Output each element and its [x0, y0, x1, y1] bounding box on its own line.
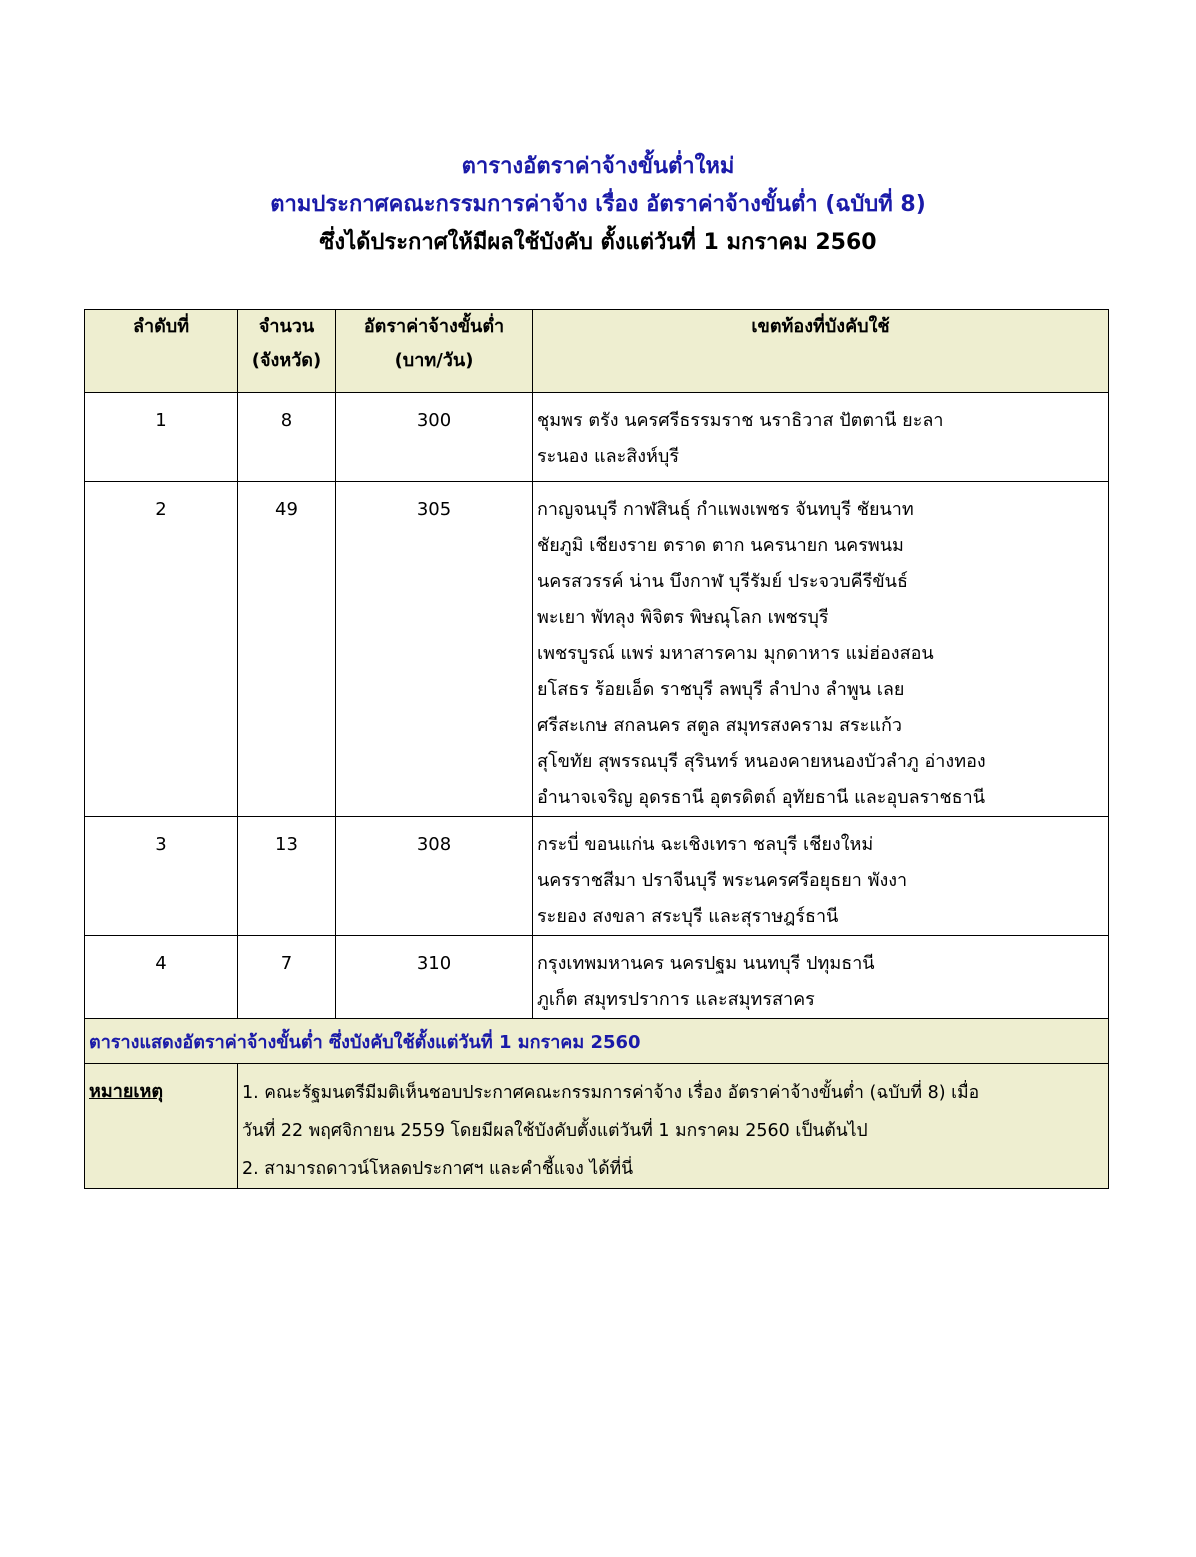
note-row	[85, 1064, 1109, 1189]
cell-area	[533, 393, 1109, 482]
header-area	[533, 310, 1109, 393]
header-seq	[85, 310, 238, 393]
table-header-row	[85, 310, 1109, 393]
title-line-2: ตามประกาศคณะกรรมการค่าจ้าง เรื่อง อัตราค่าจ้างขั้นต่ำ (ฉบับที่ 8)	[270, 192, 926, 217]
cell-rate: 305	[336, 482, 533, 817]
cell-rate: 308	[336, 817, 533, 936]
header-seq-label: ลำดับที่	[132, 316, 190, 337]
area-line: ชัยภูมิ เชียงราย ตราด ตาก นครนายก นครพนม	[537, 535, 904, 556]
table-row	[85, 393, 1109, 482]
note-body	[238, 1064, 1109, 1189]
note-line-3[interactable]: 2. สามารถดาวน์โหลดประกาศฯ และคำชี้แจง ได้ที่นี่	[242, 1159, 634, 1179]
header-rate-unit: (บาท/วัน)	[394, 350, 474, 371]
cell-rate: 310	[336, 936, 533, 1019]
document-title	[0, 148, 1196, 262]
area-line: นครราชสีมา ปราจีนบุรี พระนครศรีอยุธยา พังงา	[537, 870, 908, 891]
table-row	[85, 482, 1109, 817]
title-line-3: ซึ่งได้ประกาศให้มีผลใช้บังคับ ตั้งแต่วันที่ 1 มกราคม 2560	[319, 230, 877, 255]
cell-area	[533, 817, 1109, 936]
table-caption-row	[85, 1019, 1109, 1064]
area-line: กาญจนบุรี กาฬสินธุ์ กำแพงเพชร จันทบุรี ชัยนาท	[537, 499, 914, 520]
header-count	[238, 310, 336, 393]
cell-seq: 3	[85, 817, 238, 936]
area-line: ศรีสะเกษ สกลนคร สตูล สมุทรสงคราม สระแก้ว	[537, 715, 902, 736]
area-line: เพชรบูรณ์ แพร่ มหาสารคาม มุกดาหาร แม่ฮ่องสอน	[537, 643, 934, 664]
table-row	[85, 936, 1109, 1019]
note-line-1: 1. คณะรัฐมนตรีมีมติเห็นชอบประกาศคณะกรรมการค่าจ้าง เรื่อง อัตราค่าจ้างขั้นต่ำ (ฉบับที่ 8) เมื่อ	[242, 1083, 980, 1103]
area-line: สุโขทัย สุพรรณบุรี สุรินทร์ หนองคายหนองบัวลำภู อ่างทอง	[537, 751, 986, 772]
header-rate	[336, 310, 533, 393]
area-line: ชุมพร ตรัง นครศรีธรรมราช นราธิวาส ปัตตานี ยะลา	[537, 410, 944, 431]
area-line: นครสวรรค์ น่าน บึงกาฬ บุรีรัมย์ ประจวบคีรีขันธ์	[537, 571, 908, 592]
cell-area	[533, 936, 1109, 1019]
area-line: ยโสธร ร้อยเอ็ด ราชบุรี ลพบุรี ลำปาง ลำพูน เลย	[537, 679, 905, 700]
cell-area	[533, 482, 1109, 817]
note-label: หมายเหตุ	[85, 1064, 238, 1189]
area-line: อำนาจเจริญ อุดรธานี อุตรดิตถ์ อุทัยธานี และอุบลราชธานี	[537, 787, 986, 808]
area-line: กรุงเทพมหานคร นครปฐม นนทบุรี ปทุมธานี	[537, 953, 875, 974]
cell-rate: 300	[336, 393, 533, 482]
cell-seq: 4	[85, 936, 238, 1019]
area-line: กระบี่ ขอนแก่น ฉะเชิงเทรา ชลบุรี เชียงใหม่	[537, 834, 874, 855]
cell-count: 8	[238, 393, 336, 482]
table-row	[85, 817, 1109, 936]
cell-count: 13	[238, 817, 336, 936]
table-caption: ตารางแสดงอัตราค่าจ้างขั้นต่ำ ซึ่งบังคับใช้ตั้งแต่วันที่ 1 มกราคม 2560	[85, 1019, 1109, 1064]
header-area-label: เขตท้องที่บังคับใช้	[751, 316, 890, 337]
cell-seq: 2	[85, 482, 238, 817]
cell-count: 49	[238, 482, 336, 817]
header-count-unit: (จังหวัด)	[251, 350, 322, 371]
header-rate-label: อัตราค่าจ้างขั้นต่ำ	[363, 316, 505, 337]
header-count-label: จำนวน	[258, 316, 315, 337]
minimum-wage-table	[84, 309, 1109, 1189]
area-line: ภูเก็ต สมุทรปราการ และสมุทรสาคร	[537, 989, 815, 1010]
title-line-1: ตารางอัตราค่าจ้างขั้นต่ำใหม่	[461, 154, 735, 179]
area-line: ระนอง และสิงห์บุรี	[537, 446, 679, 467]
cell-seq: 1	[85, 393, 238, 482]
cell-count: 7	[238, 936, 336, 1019]
area-line: พะเยา พัทลุง พิจิตร พิษณุโลก เพชรบุรี	[537, 607, 829, 628]
note-line-2: วันที่ 22 พฤศจิกายน 2559 โดยมีผลใช้บังคับตั้งแต่วันที่ 1 มกราคม 2560 เป็นต้นไป	[242, 1121, 868, 1141]
area-line: ระยอง สงขลา สระบุรี และสุราษฎร์ธานี	[537, 906, 839, 927]
